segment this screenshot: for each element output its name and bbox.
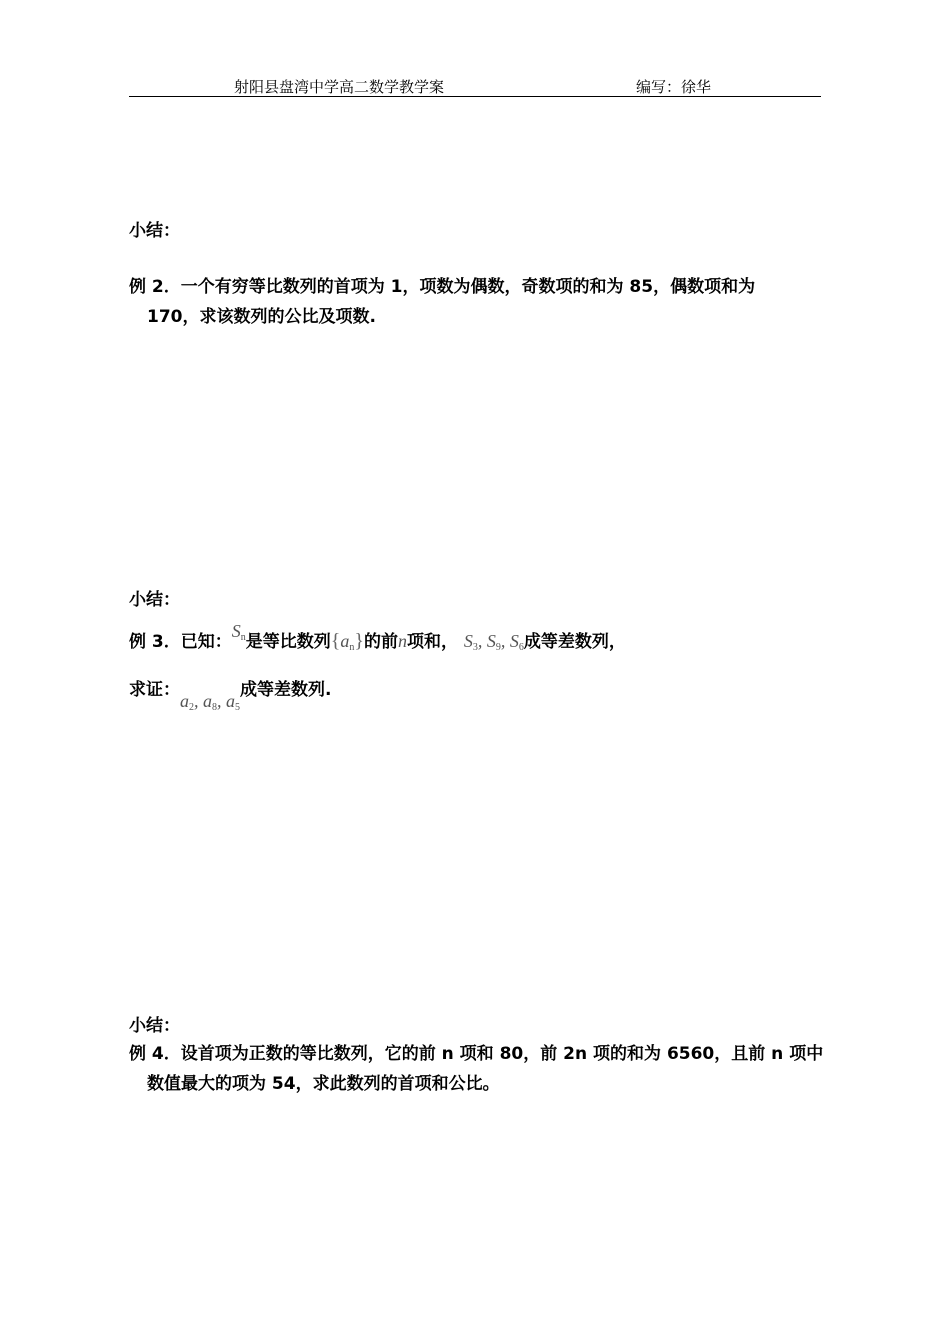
page-header: [129, 74, 821, 97]
example-3-text-1: 是等比数列: [245, 632, 331, 652]
summary-label-3: 小结：: [129, 1016, 180, 1036]
prove-label: 求证：: [129, 680, 180, 700]
n-symbol: n: [397, 631, 407, 651]
example-2-line-2: 170，求该数列的公比及项数.: [147, 307, 376, 327]
a-terms: $a_2$, $a_8$, $a_5$: [180, 691, 240, 713]
s-terms: $S_3$, $S_9$, $S_6$: [463, 631, 524, 653]
header-title: 射阳县盘湾中学高二数学教学案: [234, 78, 445, 96]
example-3-text-2: 的前: [363, 632, 398, 652]
example-3-prefix: 例 3．已知：: [129, 632, 232, 652]
prove-text: 成等差数列.: [240, 680, 332, 700]
header-author: 编写：徐华: [636, 78, 712, 96]
example-3-text-3: 项和，: [406, 632, 458, 652]
example-4-line-2: 数值最大的项为 54，求此数列的首项和公比。: [147, 1074, 500, 1094]
example-4-line-1: 例 4．设首项为正数的等比数列，它的前 n 项和 80，前 2n 项的和为 6560，且前 n 项中: [129, 1044, 824, 1064]
summary-label-2: 小结：: [129, 590, 180, 610]
example-3-text-4: 成等差数列，: [523, 632, 626, 652]
right-brace: }: [354, 630, 364, 652]
left-brace: {: [330, 630, 341, 652]
an-symbol: $a_n$: [340, 631, 355, 653]
summary-label-1: 小结：: [129, 221, 180, 241]
example-3-statement: [129, 621, 626, 663]
sn-symbol: $S_n$: [231, 621, 246, 643]
example-2-line-1: 例 2．一个有穷等比数列的首项为 1，项数为偶数，奇数项的和为 85，偶数项和为: [129, 277, 756, 297]
example-3-prove: [129, 674, 331, 711]
